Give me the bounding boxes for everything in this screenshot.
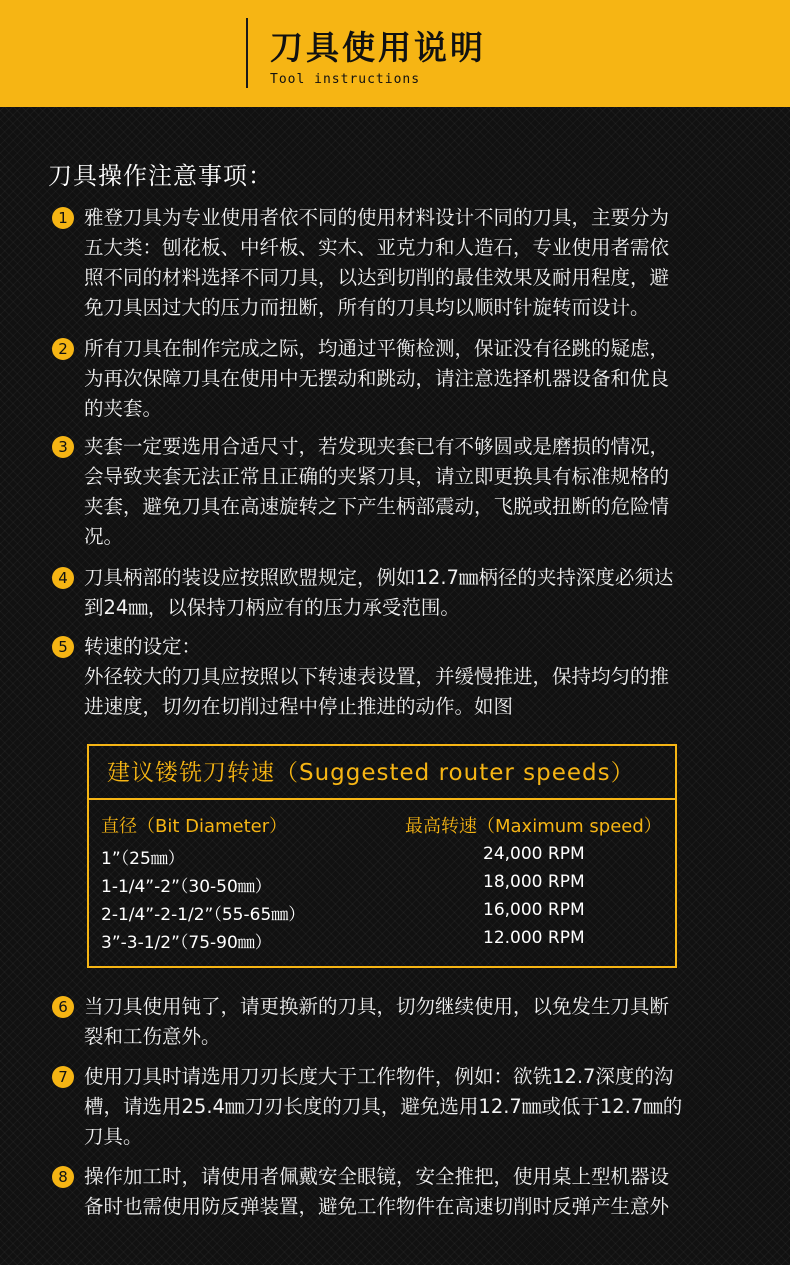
page-title: 刀具使用说明 — [270, 28, 486, 67]
speed-table — [87, 744, 677, 968]
speed-cell: 18,000 RPM — [483, 872, 585, 892]
item-text: 转速的设定： 外径较大的刀具应按照以下转速表设置，并缓慢推进，保持均匀的推 进速度，切勿在切削过程中停止推进的动作。如图 — [84, 635, 670, 718]
number-badge: 2 — [52, 338, 74, 360]
table-divider — [89, 798, 675, 800]
item-text: 雅登刀具为专业使用者依不同的使用材料设计不同的刀具，主要分为 五大类：刨花板、中纤板、实木、亚克力和人造石，专业使用者需依 照不同的材料选择不同刀具，以达到切削的最佳效果及耐用程度，避 免刀具因过大的压力而扭断，所有的刀具均以顺时针旋转而设计。 — [84, 206, 670, 319]
item-text: 夹套一定要选用合适尺寸，若发现夹套已有不够圆或是磨损的情况， 会导致夹套无法正常且正确的夹紧刀具，请立即更换具有标准规格的 夹套，避免刀具在高速旋转之下产生柄部震动，飞脱或扭断的危险情 况。 — [84, 435, 670, 548]
number-badge: 6 — [52, 996, 74, 1018]
diameter-cell: 2-1/4”-2-1/2”（55-65㎜） — [101, 905, 306, 925]
diameter-cell: 1-1/4”-2”（30-50㎜） — [101, 877, 272, 897]
table-row — [89, 872, 675, 900]
header-banner — [0, 0, 790, 107]
number-badge: 7 — [52, 1066, 74, 1088]
number-badge: 1 — [52, 207, 74, 229]
speed-cell: 16,000 RPM — [483, 900, 585, 920]
table-row — [89, 928, 675, 956]
column-header-diameter: 直径（Bit Diameter） — [101, 816, 288, 837]
speed-cell: 12.000 RPM — [483, 928, 585, 948]
number-badge: 3 — [52, 436, 74, 458]
item-text: 使用刀具时请选用刀刃长度大于工作物件，例如：欲铣12.7深度的沟 槽，请选用25.4㎜刀刃长度的刀具，避免选用12.7㎜或低于12.7㎜的 刀具。 — [84, 1065, 683, 1148]
speed-cell: 24,000 RPM — [483, 844, 585, 864]
table-row — [89, 900, 675, 928]
item-text: 所有刀具在制作完成之际，均通过平衡检测，保证没有径跳的疑虑， 为再次保障刀具在使用中无摆动和跳动，请注意选择机器设备和优良 的夹套。 — [84, 337, 670, 420]
item-text: 刀具柄部的装设应按照欧盟规定，例如12.7㎜柄径的夹持深度必须达 到24㎜，以保持刀柄应有的压力承受范围。 — [84, 566, 674, 619]
column-header-speed: 最高转速（Maximum speed） — [405, 816, 662, 837]
diameter-cell: 1”（25㎜） — [101, 849, 185, 869]
header-divider — [246, 18, 248, 88]
table-row — [89, 844, 675, 872]
number-badge: 8 — [52, 1166, 74, 1188]
item-text: 操作加工时，请使用者佩戴安全眼镜，安全推把，使用桌上型机器设 备时也需使用防反弹装置，避免工作物件在高速切削时反弹产生意外 — [84, 1165, 670, 1218]
speed-table-title: 建议镂铣刀转速（Suggested router speeds） — [107, 760, 635, 786]
item-text: 当刀具使用钝了，请更换新的刀具，切勿继续使用，以免发生刀具断 裂和工伤意外。 — [84, 995, 670, 1048]
diameter-cell: 3”-3-1/2”（75-90㎜） — [101, 933, 272, 953]
number-badge: 5 — [52, 636, 74, 658]
page-subtitle: Tool instructions — [270, 72, 421, 87]
number-badge: 4 — [52, 567, 74, 589]
section-title: 刀具操作注意事项： — [48, 162, 273, 190]
